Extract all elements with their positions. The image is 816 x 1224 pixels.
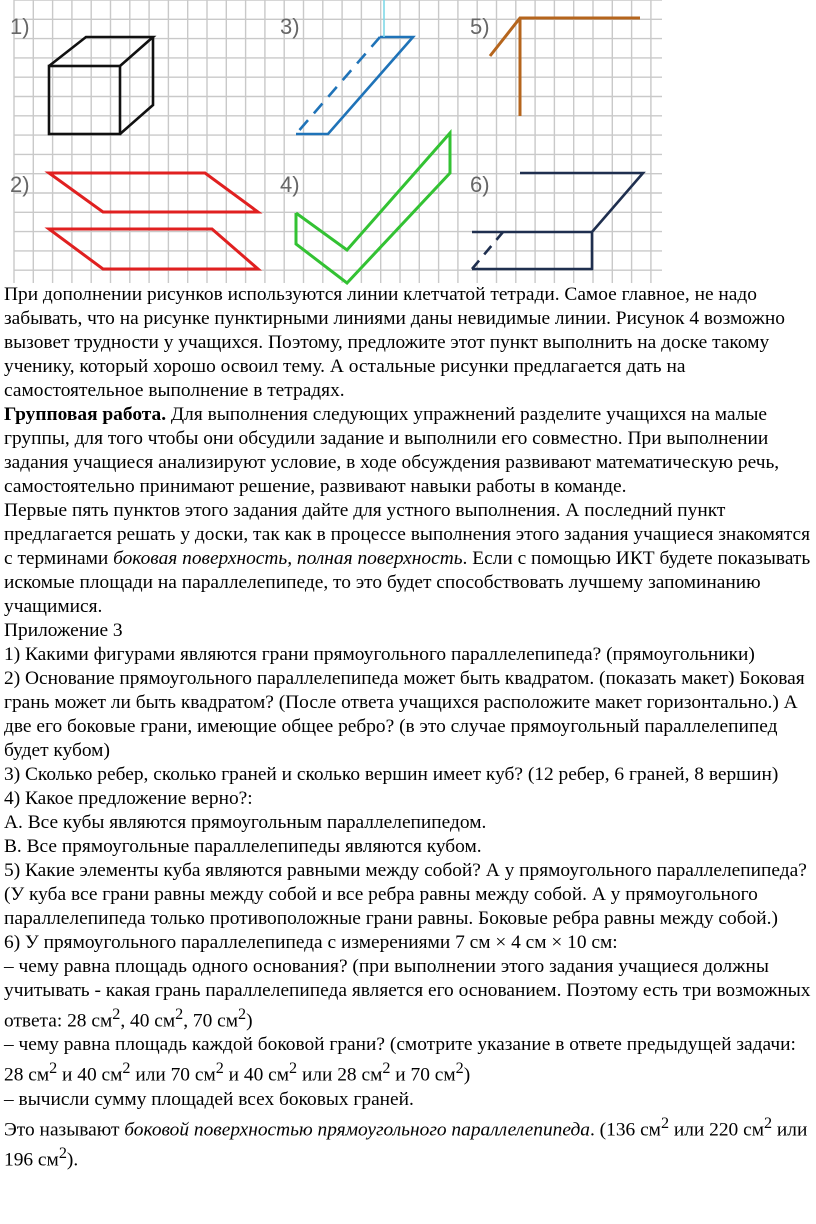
oral-paragraph — [4, 499, 814, 619]
document-text — [4, 283, 814, 1173]
closing-text: или 196 см — [4, 1119, 808, 1171]
intro-paragraph: При дополнении рисунков используются линии клетчатой тетради. Самое главное, не надо забывать, что на рисунке пунктирными линиями даны невидимые линии. Рисунок 4 возможно вызовет трудности у учащихся. Поэтому, предложите этот пункт выполнить на доске такому ученику, который хорошо освоил тему. А остальные рисунки предлагается дать на самостоятельное выполнение в тетрадях. — [4, 284, 785, 401]
sup: 2 — [175, 1006, 184, 1023]
figure-4-checkmark — [296, 133, 450, 283]
figure-6-prism — [472, 173, 643, 269]
closing-text: ). — [66, 1149, 79, 1171]
question-2: 2) Основание прямоугольного параллелепипеда может быть квадратом. (показать макет) Боковая грань может ли быть квадратом? (После ответа учащихся расположите макет горизонтально.) А две его боковые грани, имеющие общее ребро? (в это случае прямоугольный параллелепипед будет кубом) — [4, 668, 805, 761]
group-work-heading: Групповая работа. — [4, 404, 167, 425]
question-6-part-c: – вычисли сумму площадей всех боковых граней. — [4, 1088, 414, 1110]
q6a-text: , 70 см — [183, 1010, 239, 1032]
question-4-option-a: А. Все кубы являются прямоугольным параллелепипедом. — [4, 812, 487, 833]
sup: 2 — [122, 1060, 131, 1078]
figure-label-4: 4) — [280, 172, 300, 197]
figure-label-1: 1) — [10, 14, 30, 39]
figure-label-5: 5) — [470, 14, 490, 39]
q6a-text: – чему равна площадь одного основания? (при выполнении этого задания учащиеся должны учитывать - какая грань параллелепипеда является его основанием. Поэтому есть три возможных ответа: 28 см — [4, 956, 811, 1032]
q6a-text: , 40 см — [120, 1010, 176, 1032]
sup: 2 — [238, 1006, 247, 1023]
oral-terms: боковая поверхность, полная поверхность — [113, 548, 463, 569]
question-6: 6) У прямоугольного параллелепипеда с измерениями 7 см × 4 см × 10 см: — [4, 932, 618, 953]
figure-5-angle — [490, 18, 640, 116]
figure-3-prism — [296, 0, 413, 134]
sup: 2 — [58, 1145, 67, 1163]
grid-figure — [0, 0, 816, 285]
q6b-text: и 70 см — [390, 1064, 456, 1086]
question-4: 4) Какое предложение верно?: — [4, 788, 253, 809]
question-6-part-a — [4, 955, 814, 1033]
figure-label-3: 3) — [280, 14, 300, 39]
question-1: 1) Какими фигурами являются грани прямоугольного параллелепипеда? (прямоугольники) — [4, 644, 755, 665]
oral-text-a: Первые пять пунктов этого задания дайте для устного выполнения. А последний пункт предлагается решать у доски, так как в процессе выполнения этого задания учащиеся знакомятся с терминами — [4, 500, 811, 569]
figure-label-2: 2) — [10, 172, 30, 197]
sup: 2 — [455, 1060, 464, 1078]
group-work-text: Для выполнения следующих упражнений разделите учащихся на малые группы, для того чтобы они обсудили задание и выполнили его совместно. При выполнении задания учащиеся анализируют условие, в ходе обсуждения развивают математическую речь, самостоятельно принимают решение, развивают навыки работы в команде. — [4, 404, 780, 497]
q6a-text: ) — [246, 1010, 253, 1032]
sup: 2 — [289, 1060, 298, 1078]
q6b-text: или 70 см — [130, 1064, 216, 1086]
q6b-text: или 28 см — [297, 1064, 383, 1086]
closing-text: или 220 см — [669, 1119, 764, 1141]
figure-1-cube — [49, 37, 153, 134]
figure-label-6: 6) — [470, 172, 490, 197]
question-3: 3) Сколько ребер, сколько граней и сколько вершин имеет куб? (12 ребер, 6 граней, 8 вершин) — [4, 764, 779, 785]
oral-text-b: . Если с помощью ИКТ будете показывать искомые площади на параллелепипеде, то это будет способствовать лучшему запоминанию учащимися. — [4, 548, 811, 617]
closing-text: Это называют — [4, 1119, 125, 1141]
sup: 2 — [382, 1060, 391, 1078]
closing-term: боковой поверхностью прямоугольного параллелепипеда — [124, 1119, 590, 1141]
q6b-text: и 40 см — [223, 1064, 290, 1086]
group-work-paragraph — [4, 403, 814, 499]
closing-paragraph — [4, 1112, 814, 1173]
q6b-text: – чему равна площадь каждой боковой грани? (смотрите указание в ответе предыдущей задачи: 28 см — [4, 1034, 796, 1086]
sup: 2 — [660, 1114, 670, 1132]
appendix-title: Приложение 3 — [4, 620, 123, 641]
question-4-option-b: В. Все прямоугольные параллелепипеды являются кубом. — [4, 836, 482, 857]
notebook-grid-lines — [14, 0, 662, 283]
question-5: 5) Какие элементы куба являются равными между собой? А у прямоугольного параллелепипеда? (У куба все грани равны между собой и все ребра равны между собой. А у прямоугольного параллелепипеда только противоположные грани равны. Боковые ребра равны между собой.) — [4, 860, 807, 929]
sup: 2 — [215, 1060, 224, 1078]
sup: 2 — [112, 1006, 121, 1023]
sup: 2 — [49, 1060, 58, 1078]
question-6-part-b — [4, 1033, 814, 1087]
q6b-text: и 40 см — [57, 1064, 123, 1086]
sup: 2 — [763, 1114, 773, 1132]
q6b-text: ) — [463, 1064, 471, 1086]
closing-text: . (136 см — [589, 1119, 661, 1141]
